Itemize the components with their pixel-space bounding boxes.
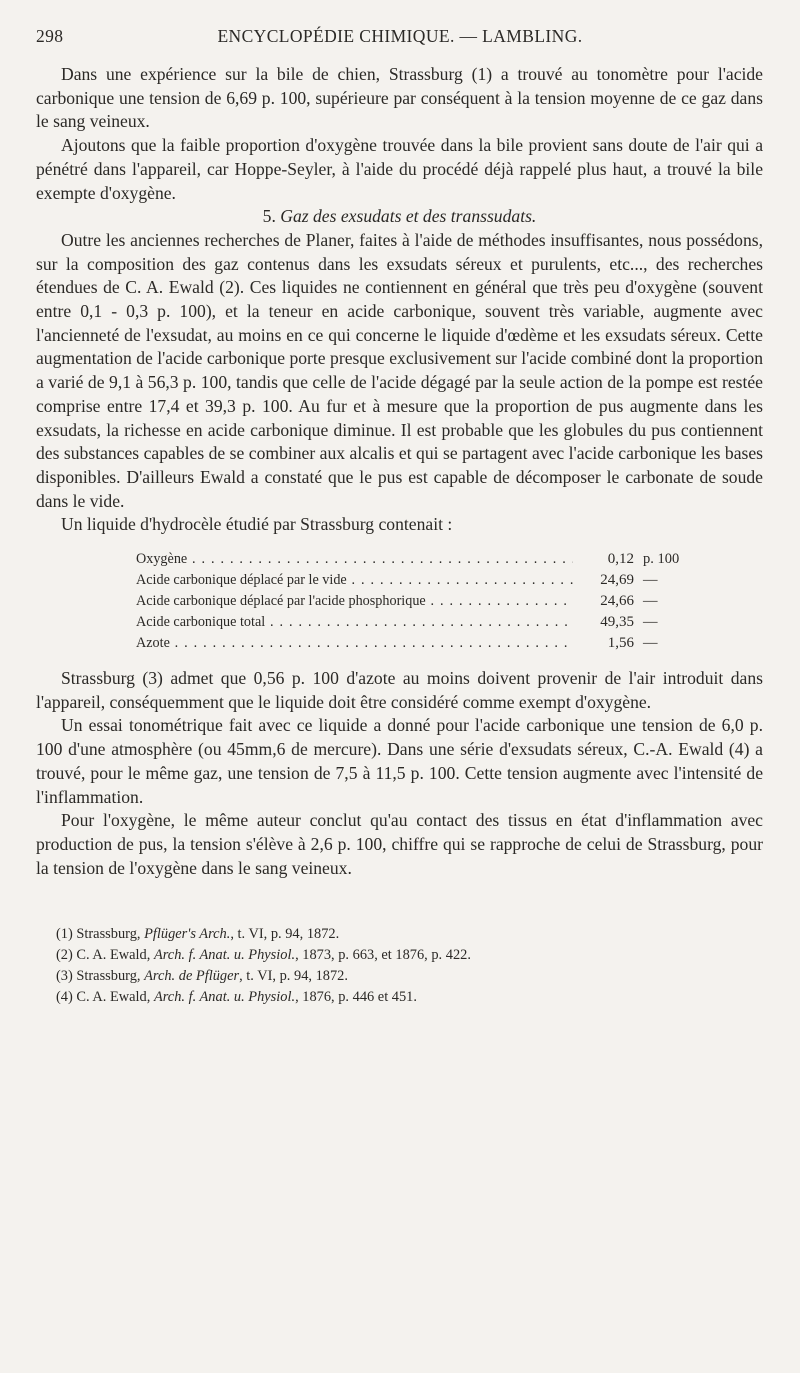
- row-value: 1,56: [607, 635, 634, 652]
- footnote-source: Arch. f. Anat. u. Physiol.: [153, 947, 296, 964]
- footnote: [36, 924, 763, 945]
- row-unit: —: [643, 572, 658, 589]
- footnote-mark: (3): [56, 968, 73, 985]
- footnote-mark: (1): [56, 926, 73, 943]
- page-body: [36, 63, 763, 1008]
- footnote-source: Pflüger's Arch.: [144, 926, 231, 943]
- row-label: Acide carbonique déplacé par l'acide phosphorique . . .: [136, 591, 573, 612]
- paragraph-tonometric: Un essai tonométrique fait avec ce liquide a donné pour l'acide carbonique une tension de 6,0 p. 100 d'une atmosphère (ou 45mm,6 de mercure). Dans une série d'exsudats séreux, C.-A. Ewald (4) a trouvé, pour le même gaz, une tension de 7,5 à 11,5 p. 100. Cette tension augmente avec l'intensité de l'inflammation.: [36, 715, 763, 807]
- section-heading: [36, 205, 763, 229]
- footnote: [36, 966, 763, 987]
- table-row: [36, 549, 763, 570]
- footnote-source: Arch. f. Anat. u. Physiol.: [153, 989, 296, 1006]
- row-unit: —: [643, 614, 658, 631]
- row-value: 0,12: [607, 551, 634, 568]
- row-value: 49,35: [600, 614, 634, 631]
- footnote-author: C. A. Ewald,: [76, 989, 151, 1006]
- running-header: [36, 26, 764, 52]
- running-title: ENCYCLOPÉDIE CHIMIQUE. — LAMBLING.: [217, 26, 583, 46]
- footnote-source: Arch. de Pflüger: [144, 968, 240, 985]
- row-unit: p. 100: [643, 551, 680, 568]
- paragraph-bile-tension: Dans une expérience sur la bile de chien, Strassburg (1) a trouvé au tonomètre pour l'acide carbonique une tension de 6,69 p. 100, supérieure par conséquent à la tension moyenne de ce gaz dans le sang veineux.: [36, 64, 763, 132]
- gas-composition-table: [36, 549, 763, 654]
- section-title: Gaz des exsudats et des transsudats.: [280, 206, 537, 227]
- footnote-details: , 1876, p. 446 et 451.: [295, 989, 417, 1006]
- row-unit: —: [643, 635, 658, 652]
- footnote-author: Strassburg,: [76, 926, 141, 943]
- footnote-mark: (2): [56, 947, 73, 964]
- table-row: [36, 591, 763, 612]
- footnote-details: , t. VI, p. 94, 1872.: [239, 968, 348, 985]
- footnotes: [36, 924, 763, 1008]
- row-unit: —: [643, 593, 658, 610]
- table-row: [36, 570, 763, 591]
- footnote: [36, 987, 763, 1008]
- footnote-details: , 1873, p. 663, et 1876, p. 422.: [295, 947, 471, 964]
- row-label: Acide carbonique déplacé par le vide . . .: [136, 570, 573, 591]
- footnote: [36, 945, 763, 966]
- footnote-mark: (4): [56, 989, 73, 1006]
- row-label: Acide carbonique total . . .: [136, 612, 573, 633]
- row-label: Azote . . .: [136, 633, 573, 654]
- footnote-details: , t. VI, p. 94, 1872.: [230, 926, 340, 943]
- row-value: 24,66: [600, 593, 634, 610]
- row-value: 24,69: [600, 572, 634, 589]
- section-number: 5.: [262, 206, 276, 227]
- table-row: [36, 612, 763, 633]
- paragraph-exsudats: Outre les anciennes recherches de Planer, faites à l'aide de méthodes insuffisantes, nous possédons, sur la composition des gaz contenus dans les exsudats séreux et purulents, etc..., des recherches étendues de C. A. Ewald (2). Ces liquides ne contiennent en général que très peu d'oxygène (souvent entre 0,1 - 0,3 p. 100), et la teneur en acide carbonique, souvent très variable, augmente avec l'ancienneté de l'exsudat, au moins en ce qui concerne le liquide d'œdème et les exsudats séreux. Cette augmentation de l'acide carbonique porte presque exclusivement sur l'acide combiné dont la proportion a varié de 9,1 à 56,3 p. 100, tandis que celle de l'acide dégagé par la seule action de la pompe est restée comprise entre 17,4 et 39,3 p. 100. Au fur et à mesure que la proportion de pus augmente dans les exsudats, la richesse en acide carbonique diminue. Il est probable que les globules du pus contiennent des substances capables de se combiner aux alcalis et qui se partagent avec l'acide carbonique les bases disponibles. D'ailleurs Ewald a constaté que le pus est capable de décomposer le carbonate de soude dans le vide.: [36, 229, 763, 511]
- paragraph-hydrocele-intro: Un liquide d'hydrocèle étudié par Strassburg contenait :: [61, 514, 453, 535]
- page-number: 298: [36, 26, 64, 46]
- row-label: Oxygène . . .: [136, 549, 573, 570]
- footnote-author: C. A. Ewald,: [76, 947, 151, 964]
- paragraph-oxygen-tension: Pour l'oxygène, le même auteur conclut qu'au contact des tissus en état d'inflammation avec production de pus, la tension s'élève à 2,6 p. 100, chiffre qui se rapproche de celui de Strassburg, pour la tension de l'oxygène dans le sang veineux.: [36, 810, 763, 878]
- footnote-author: Strassburg,: [76, 968, 141, 985]
- table-row: [36, 633, 763, 654]
- paragraph-bile-oxygen: Ajoutons que la faible proportion d'oxygène trouvée dans la bile provient sans doute de l'air qui a pénétré dans l'appareil, car Hoppe-Seyler, à l'aide du procédé déjà rappelé plus haut, a trouvé la bile exempte d'oxygène.: [36, 135, 763, 203]
- paragraph-azote: Strassburg (3) admet que 0,56 p. 100 d'azote au moins doivent provenir de l'air introduit dans l'appareil, conséquemment que le liquide doit être considéré comme exempt d'oxygène.: [36, 668, 763, 712]
